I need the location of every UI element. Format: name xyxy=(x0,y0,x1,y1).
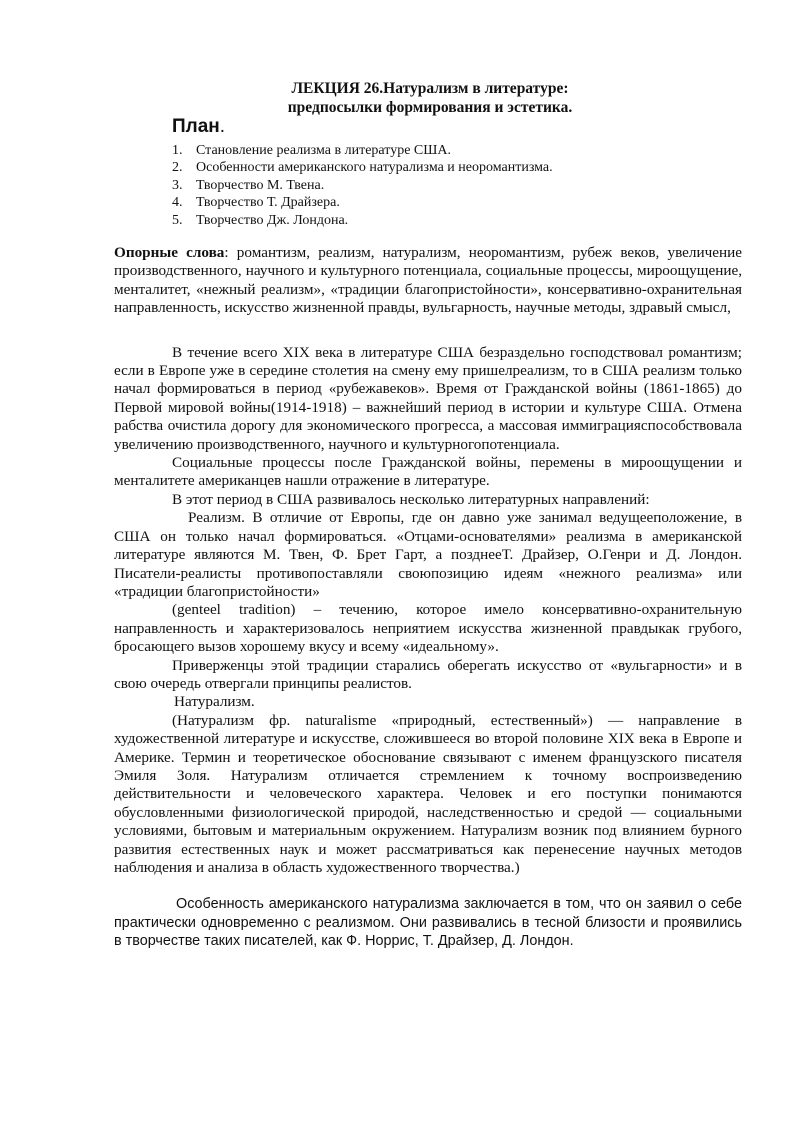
plan-item: 1. Становление реализма в литературе США. xyxy=(172,143,451,158)
paragraph-genteel-tradition: (genteel tradition) – течению, которое имело консервативно-охранительную направленность и характеризовалось неприятием искусства жизненной правдыкак грубого, бросающего вызов хорошему вкусу и всему «идеальному». xyxy=(114,601,742,656)
paragraph-social-processes: Социальные процессы после Гражданской войны, перемены в мироощущении и менталитете американцев нашли отражение в литературе. xyxy=(114,454,742,490)
plan-item: 2. Особенности американского натурализма и неоромантизма. xyxy=(172,160,553,176)
paragraph-american-naturalism: Особенность американского натурализма заключается в том, что он заявил о себе практически одновременно с реализмом. Они развивались в тесной близости и проявились в творчестве таких писателей, как Ф. Норрис, Т. Драйзер, Д. Лондон. xyxy=(114,896,742,950)
plan-list xyxy=(172,142,553,229)
keywords-paragraph xyxy=(114,244,742,318)
plan-item: 4. Творчество Т. Драйзера. xyxy=(172,195,340,211)
plan-item: 3. Творчество М. Твена. xyxy=(172,177,325,193)
paragraph-directions: В этот период в США развивалось несколько литературных направлений: xyxy=(172,490,650,508)
keywords-label: Опорные слова xyxy=(114,244,225,261)
title-line-2: предпосылки формирования и эстетика. xyxy=(287,99,573,116)
paragraph-realism: Реализм. В отличие от Европы, где он давно уже занимал ведущееположение, в США он только начал формироваться. «Отцами-основателями» реализма в американской литературе являются М. Твен, Ф. Брет Гарт, а позднееТ. Драйзер, О.Генри и Д. Лондон. Писатели-реалисты противопоставляли своюпозицию идеям «нежного реализма» или «традиции благопристойности» xyxy=(114,509,742,600)
paragraph-naturalism-definition: (Натурализм фр. naturalisme «природный, естественный») — направление в художественной литературе и искусстве, сложившееся во второй половине XIX века в Европе и Америке. Термин и теоретическое обоснование связывают с именем французского писателя Эмиля Золя. Натурализм отличается стремлением к точному воспроизведению действительности и человеческого характера. Человек и его поступки понимаются обусловленными физиологической природой, наследственностью и средой — социальными условиями, бытовым и материальным окружением. Натурализм возник под влиянием бурного развития естественных наук и может рассматриваться как перенесение научных методов наблюдения и анализа в область художественного творчества.) xyxy=(114,711,742,876)
paragraph-romanticism: В течение всего XIX века в литературе США безраздельно господствовал романтизм; если в Европе уже в середине столетия на смену ему пришелреализм, то в США реализм только начал формироваться в период «рубежавеков». Время от Гражданской войны (1861-1865) до Первой мировой войны(1914-1918) – важнейший период в истории и культуре США. Отмена рабства очистила дорогу для экономического прогресса, а массовая иммиграцияспособствовала увеличению производственного, научного и культурногопотенциала. xyxy=(114,343,742,453)
title-line-1: ЛЕКЦИЯ 26.Натурализм в литературе: xyxy=(291,80,569,97)
naturalism-heading: Натурализм. xyxy=(174,693,255,711)
paragraph-adherents: Приверженцы этой традиции старались оберегать искусство от «вульгарности» и в свою очередь отвергали принципы реалистов. xyxy=(114,656,742,692)
body-text xyxy=(114,244,742,951)
plan-heading: План. xyxy=(172,116,226,137)
lecture-title xyxy=(0,79,800,117)
keywords-text: : романтизм, реализм, натурализм, неоромантизм, рубеж веков, увеличение производственного, научного и культурного потенциала, социальные процессы, мироощущение, менталитет, «нежный реализм», «традиции благопристойности», консервативно-охранительная направленность, искусство жизненной правды, вульгарность, научные методы, здравый смысл, xyxy=(114,244,742,317)
plan-item: 5. Творчество Дж. Лондона. xyxy=(172,212,349,228)
